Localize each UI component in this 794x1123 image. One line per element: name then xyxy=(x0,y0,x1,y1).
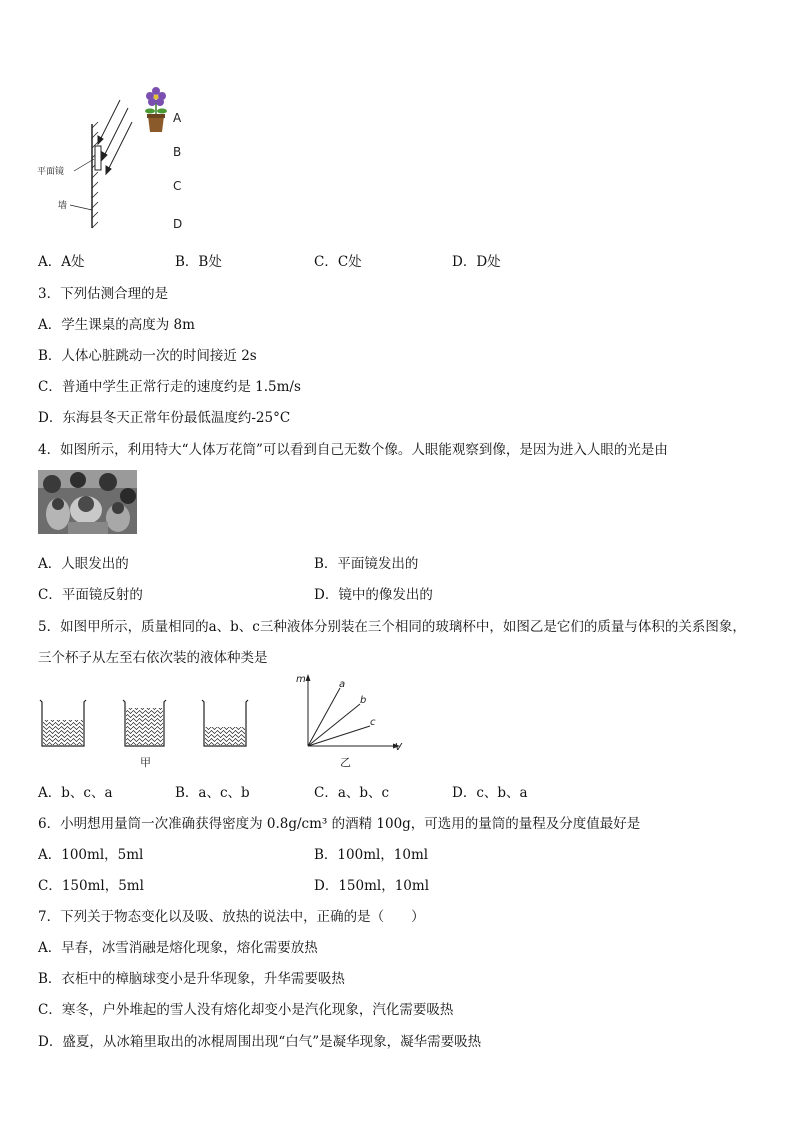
q7-option-c: C．寒冬，户外堆起的雪人没有熔化却变小是汽化现象，汽化需要吸热 xyxy=(38,1002,454,1018)
q4-stem: 4．如图所示，利用特大“人体万花筒”可以看到自己无数个像。人眼能观察到像，是因为进入人眼的光是由 xyxy=(38,442,668,458)
q7-option-a: A．早春，冰雪消融是熔化现象，熔化需要放热 xyxy=(38,940,318,956)
beakers-figure xyxy=(36,690,256,772)
mirror-wall-figure xyxy=(36,86,196,236)
point-b: B xyxy=(173,145,182,159)
fig-yi-label: 乙 xyxy=(340,756,351,769)
axis-v-label: V xyxy=(395,742,402,753)
q3-stem: 3．下列估测合理的是 xyxy=(38,286,169,302)
q2-option-b: B．B处 xyxy=(175,254,222,270)
q3-option-c: C．普通中学生正常行走的速度约是 1.5m/s xyxy=(38,379,301,395)
q7-stem: 7．下列关于物态变化以及吸、放热的说法中，正确的是（ ） xyxy=(38,909,425,925)
axis-m-label: m xyxy=(296,674,306,685)
beaker-2 xyxy=(123,700,166,746)
q5-option-c: C．a、b、c xyxy=(314,785,390,801)
flower-pot-icon xyxy=(145,87,167,132)
q6-option-b: B．100ml，10ml xyxy=(314,847,429,863)
q6-stem: 6．小明想用量筒一次准确获得密度为 0.8g/cm³ 的酒精 100g，可选用的量筒的量程及分度值最好是 xyxy=(38,816,641,832)
fig-jia-label: 甲 xyxy=(140,756,151,769)
q6-option-c: C．150ml，5ml xyxy=(38,878,144,894)
mirror-label: 平面镜 xyxy=(37,167,65,177)
q6-option-a: A．100ml，5ml xyxy=(38,847,144,863)
q3-option-b: B．人体心脏跳动一次的时间接近 2s xyxy=(38,348,257,364)
q2-option-c: C．C处 xyxy=(314,254,362,270)
line-a-label: a xyxy=(339,679,346,690)
q7-option-d: D．盛夏，从冰箱里取出的冰棍周围出现“白气”是凝华现象，凝华需要吸热 xyxy=(38,1034,482,1050)
mass-volume-graph xyxy=(290,672,410,772)
q3-option-a: A．学生课桌的高度为 8m xyxy=(38,317,195,333)
q3-option-d: D．东海县冬天正常年份最低温度约-25°C xyxy=(38,410,291,426)
q5-option-a: A．b、c、a xyxy=(38,785,113,801)
beaker-1 xyxy=(40,700,86,746)
line-b-label: b xyxy=(360,695,367,706)
q2-option-a: A．A处 xyxy=(38,254,85,270)
q5-stem-line2: 三个杯子从左至右依次装的液体种类是 xyxy=(38,650,268,666)
q4-option-d: D．镜中的像发出的 xyxy=(314,587,433,603)
q6-option-d: D．150ml，10ml xyxy=(314,878,430,894)
wall-label: 墙 xyxy=(58,201,68,211)
point-d: D xyxy=(173,217,183,231)
kaleidoscope-photo xyxy=(38,470,137,534)
q2-option-d: D．D处 xyxy=(452,254,501,270)
point-c: C xyxy=(173,179,182,193)
q5-option-b: B．a、c、b xyxy=(175,785,250,801)
q4-option-b: B．平面镜发出的 xyxy=(314,556,419,572)
point-a: A xyxy=(173,111,182,125)
q7-option-b: B．衣柜中的樟脑球变小是升华现象，升华需要吸热 xyxy=(38,971,345,987)
beaker-3 xyxy=(202,700,248,746)
q5-stem-line1: 5．如图甲所示，质量相同的a、b、c三种液体分别装在三个相同的玻璃杯中，如图乙是它们的质量与体积的关系图象， xyxy=(38,619,746,635)
line-c-label: c xyxy=(370,717,376,728)
line-b xyxy=(308,704,360,746)
q5-option-d: D．c、b、a xyxy=(452,785,528,801)
q4-option-c: C．平面镜反射的 xyxy=(38,587,143,603)
q4-option-a: A．人眼发出的 xyxy=(38,556,129,572)
